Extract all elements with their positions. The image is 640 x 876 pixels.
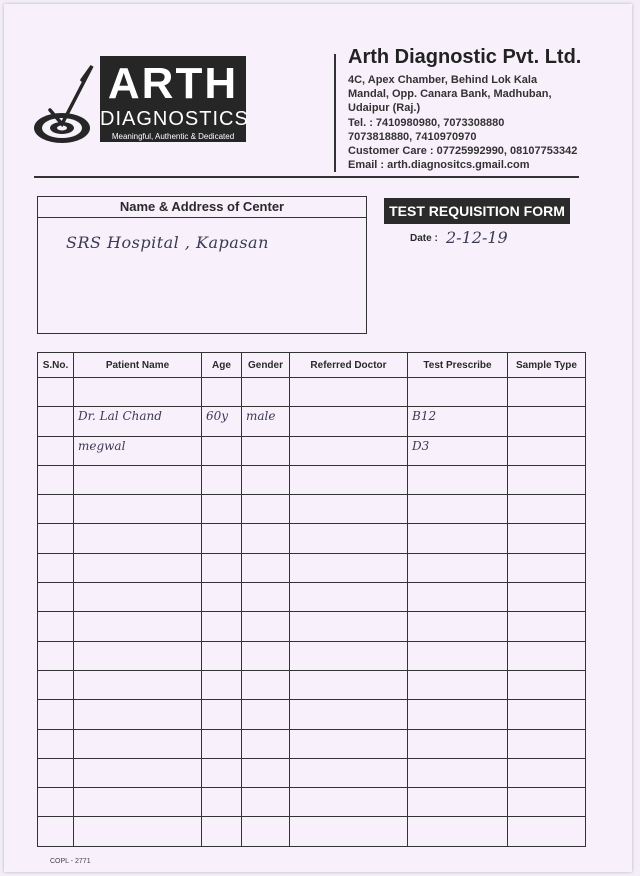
cell-value xyxy=(508,524,585,526)
table-cell xyxy=(508,495,586,524)
cell-value xyxy=(242,612,289,614)
table-cell xyxy=(290,436,408,465)
table-cell xyxy=(74,817,202,846)
table-cell xyxy=(74,583,202,612)
table-cell xyxy=(508,612,586,641)
table-cell xyxy=(202,729,242,758)
cell-value xyxy=(202,612,241,614)
cell-value xyxy=(38,759,73,761)
table-cell xyxy=(38,729,74,758)
cell-value xyxy=(242,700,289,702)
column-header: S.No. xyxy=(38,353,74,378)
table-cell xyxy=(408,583,508,612)
table-cell xyxy=(38,641,74,670)
table-header-row xyxy=(38,353,586,378)
cell-value xyxy=(408,642,507,644)
table-cell xyxy=(38,465,74,494)
cell-value xyxy=(202,730,241,732)
cell-value xyxy=(202,671,241,673)
table-cell xyxy=(242,758,290,787)
cell-value xyxy=(408,495,507,497)
cell-value xyxy=(38,407,73,409)
table-cell xyxy=(202,495,242,524)
table-cell xyxy=(408,641,508,670)
cell-value xyxy=(290,612,407,614)
cell-value xyxy=(508,788,585,790)
cell-value xyxy=(408,524,507,526)
target-logo-icon xyxy=(32,62,98,146)
table-row xyxy=(38,465,586,494)
cell-value xyxy=(74,671,201,673)
table-cell xyxy=(74,758,202,787)
cell-value xyxy=(38,642,73,644)
cell-value xyxy=(508,495,585,497)
table-cell xyxy=(242,788,290,817)
form-code: COPL - 2771 xyxy=(50,858,91,865)
table-cell xyxy=(290,729,408,758)
table-cell xyxy=(408,553,508,582)
table-row xyxy=(38,817,586,846)
table-cell xyxy=(74,524,202,553)
table-cell xyxy=(508,553,586,582)
cell-value xyxy=(290,817,407,819)
table-cell xyxy=(38,817,74,846)
header-divider xyxy=(334,54,336,172)
table-cell xyxy=(290,378,408,407)
table-cell xyxy=(242,407,290,436)
cell-value xyxy=(408,759,507,761)
cell-value xyxy=(290,466,407,468)
address-line: Mandal, Opp. Canara Bank, Madhuban, xyxy=(348,88,552,101)
cell-value xyxy=(202,642,241,644)
cell-value xyxy=(508,700,585,702)
table-row xyxy=(38,612,586,641)
column-header: Age xyxy=(202,353,242,378)
logo-tagline: Meaningful, Authentic & Dedicated xyxy=(111,132,235,141)
cell-value xyxy=(408,700,507,702)
cell-value xyxy=(38,583,73,585)
cell-value xyxy=(290,671,407,673)
table-cell xyxy=(74,436,202,465)
table-cell xyxy=(202,641,242,670)
table-cell xyxy=(290,465,408,494)
table-cell xyxy=(290,407,408,436)
table-cell xyxy=(74,378,202,407)
cell-value xyxy=(242,788,289,790)
table-row xyxy=(38,407,586,436)
table-cell xyxy=(38,378,74,407)
cell-value xyxy=(38,700,73,702)
table-cell xyxy=(242,817,290,846)
table-cell xyxy=(74,465,202,494)
cell-value xyxy=(290,554,407,556)
cell-value xyxy=(74,642,201,644)
cell-value xyxy=(408,612,507,614)
cell-value xyxy=(38,612,73,614)
cell-value xyxy=(242,378,289,380)
cell-value xyxy=(290,524,407,526)
center-address-value: SRS Hospital , Kapasan xyxy=(66,233,269,252)
brand-logo xyxy=(100,56,249,142)
cell-value xyxy=(408,583,507,585)
table-row xyxy=(38,436,586,465)
table-cell xyxy=(38,524,74,553)
cell-value xyxy=(74,612,201,614)
cell-value xyxy=(74,700,201,702)
table-cell xyxy=(290,495,408,524)
cell-value xyxy=(38,788,73,790)
table-cell xyxy=(508,729,586,758)
cell-value xyxy=(74,524,201,526)
cell-value xyxy=(202,583,241,585)
table-row xyxy=(38,641,586,670)
table-cell xyxy=(508,758,586,787)
cell-value xyxy=(202,700,241,702)
table-cell xyxy=(202,788,242,817)
column-header: Patient Name xyxy=(74,353,202,378)
cell-value xyxy=(202,759,241,761)
table-cell xyxy=(290,700,408,729)
cell-value xyxy=(242,817,289,819)
cell-value xyxy=(242,437,289,439)
table-cell xyxy=(38,407,74,436)
table-row xyxy=(38,583,586,612)
cell-value xyxy=(242,671,289,673)
address-line: 4C, Apex Chamber, Behind Lok Kala xyxy=(348,74,538,86)
table-cell xyxy=(242,436,290,465)
table-cell xyxy=(290,583,408,612)
cell-value xyxy=(508,817,585,819)
table-cell xyxy=(508,700,586,729)
table-cell xyxy=(38,495,74,524)
cell-value xyxy=(74,466,201,468)
table-cell xyxy=(202,524,242,553)
table-cell xyxy=(202,670,242,699)
table-cell xyxy=(202,407,242,436)
email-line: Email : arth.diagnositcs.gmail.com xyxy=(348,159,530,172)
table-cell xyxy=(408,407,508,436)
table-cell xyxy=(74,612,202,641)
table-cell xyxy=(202,612,242,641)
table-row xyxy=(38,553,586,582)
cell-value xyxy=(290,583,407,585)
table-cell xyxy=(202,583,242,612)
table-cell xyxy=(74,729,202,758)
date-label: Date : xyxy=(410,233,438,244)
cell-value xyxy=(508,466,585,468)
table-cell xyxy=(508,378,586,407)
form-sheet xyxy=(4,4,632,872)
table-cell xyxy=(508,817,586,846)
table-cell xyxy=(202,700,242,729)
table-cell xyxy=(74,495,202,524)
table-cell xyxy=(74,641,202,670)
table-row xyxy=(38,670,586,699)
table-cell xyxy=(74,407,202,436)
table-cell xyxy=(38,758,74,787)
cell-value xyxy=(74,583,201,585)
cell-value xyxy=(408,817,507,819)
cell-value xyxy=(74,817,201,819)
cell-value xyxy=(242,642,289,644)
table-cell xyxy=(242,670,290,699)
cell-value xyxy=(290,437,407,439)
table-cell xyxy=(508,524,586,553)
cell-value: male xyxy=(246,409,276,424)
cell-value xyxy=(202,788,241,790)
cell-value: D3 xyxy=(412,438,430,453)
cell-value xyxy=(74,378,201,380)
cell-value xyxy=(242,466,289,468)
table-cell xyxy=(408,700,508,729)
table-cell xyxy=(290,817,408,846)
table-cell xyxy=(74,553,202,582)
cell-value xyxy=(408,466,507,468)
table-cell xyxy=(408,729,508,758)
table-cell xyxy=(38,553,74,582)
company-info xyxy=(348,46,628,172)
cell-value: B12 xyxy=(412,409,437,424)
cell-value xyxy=(74,788,201,790)
cell-value xyxy=(290,495,407,497)
table-row xyxy=(38,788,586,817)
table-cell xyxy=(242,553,290,582)
table-row xyxy=(38,758,586,787)
cell-value xyxy=(508,759,585,761)
table-cell xyxy=(242,612,290,641)
table-row xyxy=(38,378,586,407)
table-cell xyxy=(290,553,408,582)
table-cell xyxy=(508,465,586,494)
cell-value xyxy=(508,642,585,644)
table-cell xyxy=(508,641,586,670)
cell-value xyxy=(202,554,241,556)
cell-value xyxy=(290,378,407,380)
cell-value xyxy=(408,730,507,732)
table-cell xyxy=(242,583,290,612)
table-row xyxy=(38,524,586,553)
table-cell xyxy=(408,524,508,553)
table-cell xyxy=(38,583,74,612)
cell-value: Dr. Lal Chand xyxy=(78,409,162,424)
cell-value xyxy=(38,524,73,526)
cell-value xyxy=(290,759,407,761)
table-cell xyxy=(202,758,242,787)
table-cell xyxy=(242,465,290,494)
logo-wordmark: ARTH xyxy=(107,59,239,108)
cell-value xyxy=(242,495,289,497)
table-cell xyxy=(290,524,408,553)
form-title: TEST REQUISITION FORM xyxy=(384,198,570,224)
table-cell xyxy=(408,378,508,407)
table-row xyxy=(38,495,586,524)
cell-value xyxy=(408,788,507,790)
table-cell xyxy=(408,612,508,641)
cell-value xyxy=(290,642,407,644)
table-cell xyxy=(202,817,242,846)
table-cell xyxy=(242,524,290,553)
cell-value xyxy=(202,817,241,819)
table-cell xyxy=(290,670,408,699)
table-cell xyxy=(74,700,202,729)
header-rule xyxy=(34,176,579,178)
table-cell xyxy=(408,758,508,787)
company-name: Arth Diagnostic Pvt. Ltd. xyxy=(348,46,582,68)
cell-value xyxy=(202,466,241,468)
table-cell xyxy=(408,788,508,817)
table-cell xyxy=(408,817,508,846)
cell-value xyxy=(508,407,585,409)
table-cell xyxy=(290,641,408,670)
table-cell xyxy=(38,670,74,699)
table-cell xyxy=(38,700,74,729)
cell-value xyxy=(74,495,201,497)
cell-value: 60y xyxy=(206,409,229,424)
table-cell xyxy=(508,670,586,699)
table-cell xyxy=(74,670,202,699)
table-cell xyxy=(508,788,586,817)
cell-value xyxy=(242,554,289,556)
cell-value xyxy=(38,554,73,556)
column-header: Test Prescribe xyxy=(408,353,508,378)
cell-value xyxy=(38,437,73,439)
cell-value xyxy=(202,524,241,526)
logo-subtitle: DIAGNOSTICS xyxy=(100,108,249,130)
cell-value xyxy=(202,378,241,380)
cell-value xyxy=(290,788,407,790)
cell-value xyxy=(202,437,241,439)
table-cell xyxy=(38,788,74,817)
cell-value xyxy=(38,495,73,497)
table-cell xyxy=(242,700,290,729)
cell-value xyxy=(202,495,241,497)
cell-value xyxy=(38,730,73,732)
cell-value xyxy=(38,466,73,468)
table-cell xyxy=(408,436,508,465)
table-cell xyxy=(508,407,586,436)
table-cell xyxy=(408,465,508,494)
cell-value xyxy=(242,524,289,526)
column-header: Sample Type xyxy=(508,353,586,378)
cell-value: megwal xyxy=(78,438,126,453)
cell-value xyxy=(242,759,289,761)
table-cell xyxy=(242,378,290,407)
table-cell xyxy=(242,729,290,758)
table-cell xyxy=(202,553,242,582)
cell-value xyxy=(508,378,585,380)
cell-value xyxy=(408,671,507,673)
cell-value xyxy=(38,671,73,673)
customer-care-line: Customer Care : 07725992990, 08107753342 xyxy=(348,145,578,158)
cell-value xyxy=(74,554,201,556)
table-cell xyxy=(508,583,586,612)
cell-value xyxy=(508,671,585,673)
cell-value xyxy=(408,378,507,380)
table-cell xyxy=(290,758,408,787)
cell-value xyxy=(508,554,585,556)
cell-value xyxy=(290,407,407,409)
table-row xyxy=(38,700,586,729)
phone-line: 7073818880, 7410970970 xyxy=(348,130,477,143)
cell-value xyxy=(508,612,585,614)
cell-value xyxy=(508,437,585,439)
center-address-box xyxy=(37,196,367,334)
table-cell xyxy=(408,495,508,524)
table-cell xyxy=(508,436,586,465)
table-cell xyxy=(202,378,242,407)
table-cell xyxy=(38,612,74,641)
cell-value xyxy=(290,730,407,732)
cell-value xyxy=(38,817,73,819)
cell-value xyxy=(508,730,585,732)
table-row xyxy=(38,729,586,758)
cell-value xyxy=(74,759,201,761)
phone-line: Tel. : 7410980980, 7073308880 xyxy=(348,116,505,129)
table-cell xyxy=(290,612,408,641)
table-cell xyxy=(202,436,242,465)
date-value: 2-12-19 xyxy=(446,228,508,247)
table-cell xyxy=(408,670,508,699)
table-cell xyxy=(242,641,290,670)
address-line: Udaipur (Raj.) xyxy=(348,102,421,115)
patient-table xyxy=(37,352,586,847)
cell-value xyxy=(74,730,201,732)
cell-value xyxy=(38,378,73,380)
table-cell xyxy=(74,788,202,817)
table-cell xyxy=(38,436,74,465)
table-cell xyxy=(242,495,290,524)
table-cell xyxy=(202,465,242,494)
cell-value xyxy=(290,700,407,702)
center-box-header: Name & Address of Center xyxy=(38,197,366,218)
cell-value xyxy=(242,583,289,585)
cell-value xyxy=(508,583,585,585)
cell-value xyxy=(408,554,507,556)
column-header: Referred Doctor xyxy=(290,353,408,378)
table-cell xyxy=(290,788,408,817)
cell-value xyxy=(242,730,289,732)
column-header: Gender xyxy=(242,353,290,378)
